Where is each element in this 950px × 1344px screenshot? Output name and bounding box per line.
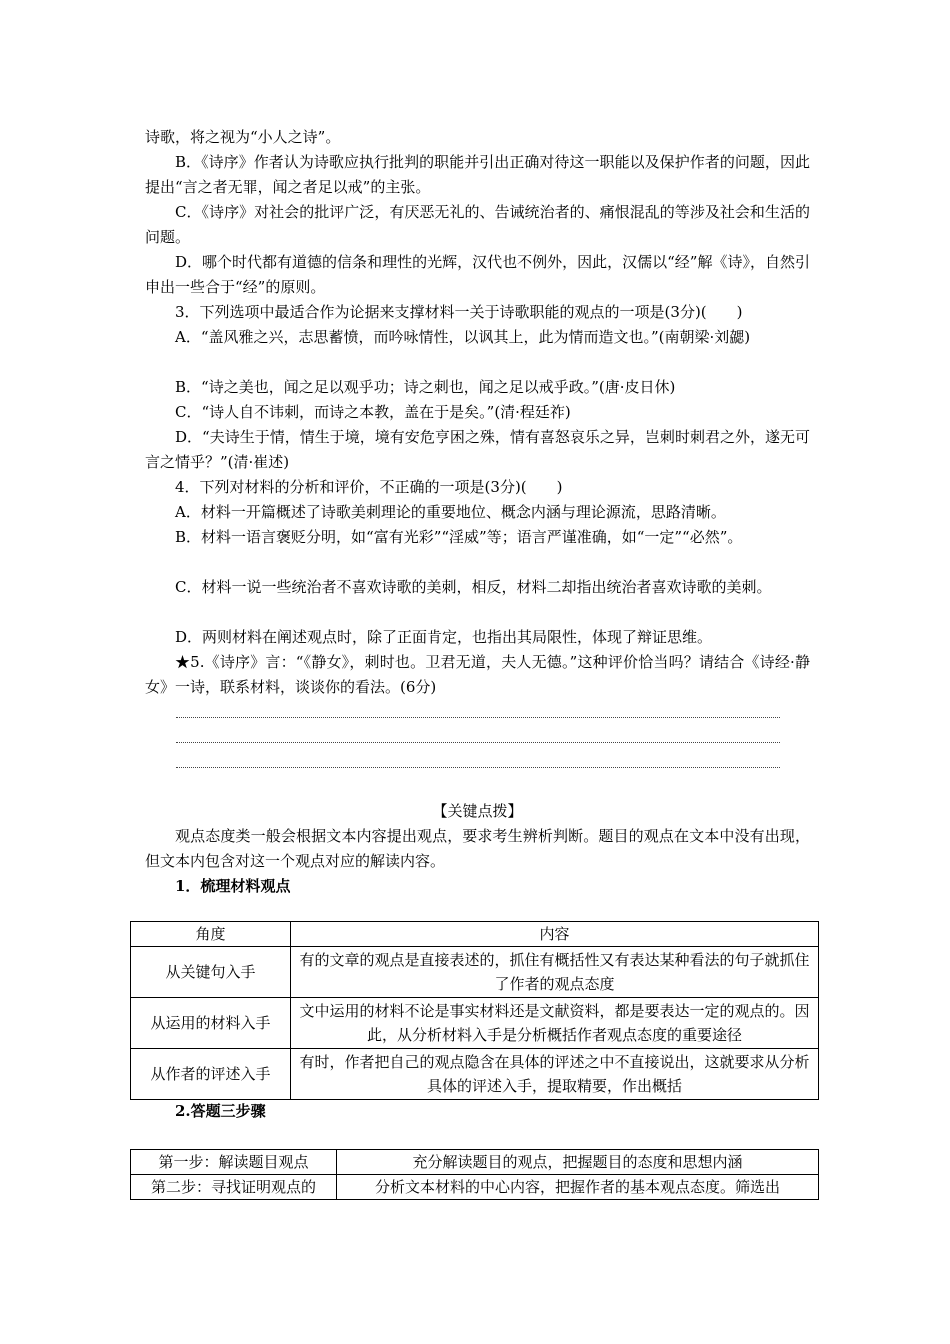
option-a-q3: A．“盖风雅之兴，志思蓄愤，而吟咏情性，以讽其上，此为情而造文也。”(南朝梁·刘勰): [175, 328, 751, 346]
option-c-q3: C．“诗人自不讳刺，而诗之本教，盖在于是矣。”(清·程廷祚): [175, 403, 571, 421]
option-c-q4: C．材料一说一些统治者不喜欢诗歌的美刺，相反，材料二却指出统治者喜欢诗歌的美刺。: [175, 578, 772, 596]
key-points-intro: 观点态度类一般会根据文本内容提出观点，要求考生辨析判断。题目的观点在文本中没有出现，但文本内包含对这一个观点对应的解读内容。: [145, 827, 810, 870]
question-4: 4．下列对材料的分析和评价，不正确的一项是(3分)( ): [175, 478, 563, 496]
section-2-title: 2.答题三步骤: [175, 1102, 266, 1120]
table-cell-angle: 从运用的材料入手: [131, 998, 291, 1049]
table-cell-content: 文中运用的材料不论是事实材料还是文献资料，都是要表达一定的观点的。因此，从分析材料入手是分析概括作者观点态度的重要途径: [291, 998, 819, 1049]
table-cell-content: 有时，作者把自己的观点隐含在具体的评述之中不直接说出，这就要求从分析具体的评述入手，提取精要，作出概括: [291, 1049, 819, 1100]
option-d-q4: D．两则材料在阐述观点时，除了正面肯定，也指出其局限性，体现了辩证思维。: [175, 628, 713, 646]
option-b-q2: B．《诗序》作者认为诗歌应执行批判的职能并引出正确对待这一职能以及保护作者的问题，因此提出“言之者无罪，闻之者足以戒”的主张。: [145, 153, 810, 196]
step-content: 分析文本材料的中心内容，把握作者的基本观点态度。筛选出: [337, 1175, 819, 1200]
option-a-q4: A．材料一开篇概述了诗歌美刺理论的重要地位、概念内涵与理论源流，思路清晰。: [175, 503, 726, 521]
option-d-q2: D．哪个时代都有道德的信条和理性的光辉，汉代也不例外，因此，汉儒以“经”解《诗》，自然引申出一些合于“经”的原则。: [145, 253, 810, 296]
table-cell-angle: 从关键句入手: [131, 947, 291, 998]
option-d-q3: D．“夫诗生于情，情生于境，境有安危亨困之殊，情有喜怒哀乐之异，岂刺时刺君之外，遂无可言之情乎？”(清·崔述): [145, 428, 810, 471]
step-label: 第二步：寻找证明观点的: [131, 1175, 337, 1200]
header-angle: 角度: [131, 922, 291, 947]
option-b-q4: B．材料一语言褒贬分明，如“富有光彩”“淫威”等；语言严谨准确，如“一定”“必然”。: [175, 528, 743, 546]
table-row: [131, 1150, 819, 1175]
table-row: [131, 1175, 819, 1200]
option-c-q2: C．《诗序》对社会的批评广泛，有厌恶无礼的、告诫统治者的、痛恨混乱的等涉及社会和生活的问题。: [145, 203, 810, 246]
section-1-title: 1．梳理材料观点: [175, 877, 291, 895]
table-cell-content: 有的文章的观点是直接表述的，抓住有概括性又有表达某种看法的句子就抓住了作者的观点态度: [291, 947, 819, 998]
option-b-q3: B．“诗之美也，闻之足以观乎功；诗之刺也，闻之足以戒乎政。”(唐·皮日休): [175, 378, 676, 396]
question-5: ★5.《诗序》言：“《静女》，刺时也。卫君无道，夫人无德。”这种评价恰当吗？请结合《诗经·静女》一诗，联系材料，谈谈你的看法。(6分): [145, 653, 810, 696]
paragraph-continuation: 诗歌，将之视为“小人之诗”。: [145, 128, 341, 146]
key-points-title: 【关键点拨】: [432, 802, 523, 820]
step-content: 充分解读题目的观点，把握题目的态度和思想内涵: [337, 1150, 819, 1175]
table-cell-angle: 从作者的评述入手: [131, 1049, 291, 1100]
header-content: 内容: [291, 922, 819, 947]
step-label: 第一步：解读题目观点: [131, 1150, 337, 1175]
question-3: 3．下列选项中最适合作为论据来支撑材料一关于诗歌职能的观点的一项是(3分)( ): [175, 303, 743, 321]
steps-table: [130, 1149, 819, 1200]
